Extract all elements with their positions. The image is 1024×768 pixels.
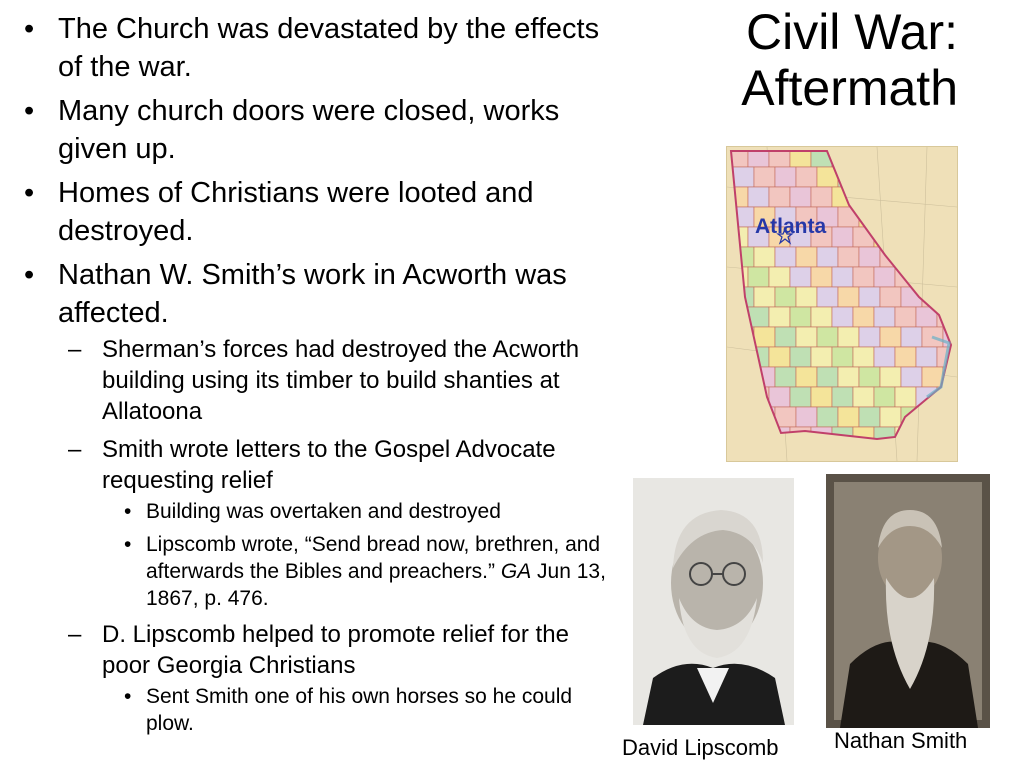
georgia-map-drawing [727,147,957,461]
county-tile [796,367,817,387]
county-tile [811,307,832,327]
county-tile [775,167,796,187]
title-line-2: Aftermath [741,60,958,116]
county-tile [937,187,957,207]
county-tile [838,367,859,387]
county-tile [769,307,790,327]
county-tile [895,307,916,327]
bullet-item: • The Church was devastated by the effects of the war. [16,10,616,86]
county-tile [748,427,769,447]
sub-sub-bullet-item: • Sent Smith one of his own horses so he could plow. [102,683,616,737]
county-tile [733,327,754,347]
county-tile [811,267,832,287]
county-tile [937,427,957,447]
county-tile [811,187,832,207]
county-tile [901,327,922,347]
county-tile [775,367,796,387]
county-tile [880,327,901,347]
county-tile [727,187,748,207]
county-tile [790,267,811,287]
county-tile [754,287,775,307]
county-tile [796,407,817,427]
county-tile [790,427,811,447]
county-tile [754,167,775,187]
county-tile [727,347,748,367]
county-tile [853,347,874,367]
county-tile [754,327,775,347]
county-tile [853,387,874,407]
county-tile [796,327,817,347]
title-line-1: Civil War: [745,4,958,60]
county-tile [832,427,853,447]
sub-bullet-item: – Smith wrote letters to the Gospel Advocate requesting relief • Building was overtaken and destroyed • Lipscomb wrote, “Send bread now, brethren, and afterwards the Bibles and preachers.” GA Jun 13, 1867, p. 476. [58,434,616,612]
county-tile [874,387,895,407]
county-tile [769,187,790,207]
county-tile [811,427,832,447]
county-tile [832,387,853,407]
county-tile [817,327,838,347]
county-tile [943,407,957,427]
county-tile [832,347,853,367]
county-tile [859,287,880,307]
county-tile [853,187,874,207]
county-tile [769,267,790,287]
county-tile [916,347,937,367]
county-tile [733,247,754,267]
county-tile [880,247,901,267]
county-tile [922,407,943,427]
county-tile [727,387,748,407]
county-tile [832,267,853,287]
bullet-item: • Nathan W. Smith’s work in Acworth was affected. – Sherman’s forces had destroyed the Acworth building using its timber to build shanties at Allatoona – Smith wrote letters to the Gospel Advocate requesting relief • Building was overtaken and destroyed • Lipscomb wrote, “Send bread now, brethren, and afterwards the Bibles and preachers.” GA Jun 13, 1867, p. 476. – D. Lipscomb helped to promote relief for the poor Georgia Christians • Sent Smith one of his own horses so he could plow. [16,256,616,737]
county-tile [853,147,874,167]
county-tile [874,307,895,327]
county-tile [859,327,880,347]
county-tile [775,247,796,267]
sub-sub-bullet-item: • Lipscomb wrote, “Send bread now, brethren, and afterwards the Bibles and preachers.” GA Jun 13, 1867, p. 476. [102,531,616,612]
sub-bullet-item: – D. Lipscomb helped to promote relief for the poor Georgia Christians • Sent Smith one of his own horses so he could plow. [58,619,616,737]
county-tile [727,307,748,327]
county-tile [922,167,943,187]
bullet-list [16,10,616,744]
county-tile [838,247,859,267]
county-tile [901,207,922,227]
county-tile [943,247,957,267]
david-lipscomb-portrait [633,478,794,725]
county-tile [769,387,790,407]
county-tile [937,227,957,247]
county-tile [796,287,817,307]
county-tile [859,407,880,427]
county-tile [832,307,853,327]
atlanta-label: Atlanta [755,215,827,238]
county-tile [922,367,943,387]
county-tile [901,247,922,267]
county-tile [853,267,874,287]
county-tile [901,167,922,187]
county-tile [895,387,916,407]
lipscomb-caption: David Lipscomb [622,735,779,760]
county-tile [895,147,916,167]
county-tile [838,207,859,227]
county-tile [937,387,957,407]
bullet-item: • Homes of Christians were looted and destroyed. [16,174,616,250]
citation-source: GA [500,560,532,583]
county-tile [733,367,754,387]
county-tile [811,387,832,407]
county-tile [817,367,838,387]
county-tile [727,267,748,287]
county-tile [859,247,880,267]
county-tile [817,287,838,307]
county-tile [817,407,838,427]
county-tile [790,387,811,407]
county-tile [838,327,859,347]
county-tile [853,307,874,327]
county-tile [922,287,943,307]
county-tile [790,187,811,207]
county-tile [748,187,769,207]
county-tile [943,207,957,227]
georgia-county-map [726,146,958,462]
sub-sub-bullet-item: • Building was overtaken and destroyed [102,498,616,525]
county-tile [832,147,853,167]
county-tile [922,247,943,267]
county-tile [727,227,748,247]
nathan-smith-portrait [826,474,990,728]
county-tile [727,427,748,447]
county-tile [895,347,916,367]
county-tile [943,167,957,187]
county-tile [859,367,880,387]
county-tile [790,347,811,367]
smith-caption: Nathan Smith [834,728,968,753]
county-tile [832,227,853,247]
county-tile [874,187,895,207]
citation-detail: Jun 13, 1867, p. 476. [146,560,606,610]
county-tile [790,307,811,327]
county-tile [817,247,838,267]
county-tile [937,267,957,287]
county-tile [895,227,916,247]
county-tile [796,247,817,267]
county-tile [811,347,832,367]
county-tile [838,287,859,307]
sub-bullet-item: – Sherman’s forces had destroyed the Acworth building using its timber to build shanties at Allatoona [58,334,616,427]
county-tile [775,287,796,307]
county-tile [733,407,754,427]
county-tile [733,167,754,187]
county-tile [916,227,937,247]
county-tile [880,207,901,227]
county-tile [859,167,880,187]
county-tile [880,367,901,387]
county-tile [754,247,775,267]
county-tile [769,347,790,367]
bullet-item: • Many church doors were closed, works given up. [16,92,616,168]
county-tile [874,347,895,367]
slide-title [658,4,958,116]
county-tile [880,287,901,307]
county-tile [880,167,901,187]
county-tile [748,267,769,287]
county-tile [838,407,859,427]
county-tile [937,147,957,167]
county-tile [796,167,817,187]
county-tile [880,407,901,427]
county-tile [943,287,957,307]
county-tile [916,427,937,447]
county-tile [775,327,796,347]
county-tile [874,267,895,287]
county-tile [895,187,916,207]
county-tile [901,367,922,387]
